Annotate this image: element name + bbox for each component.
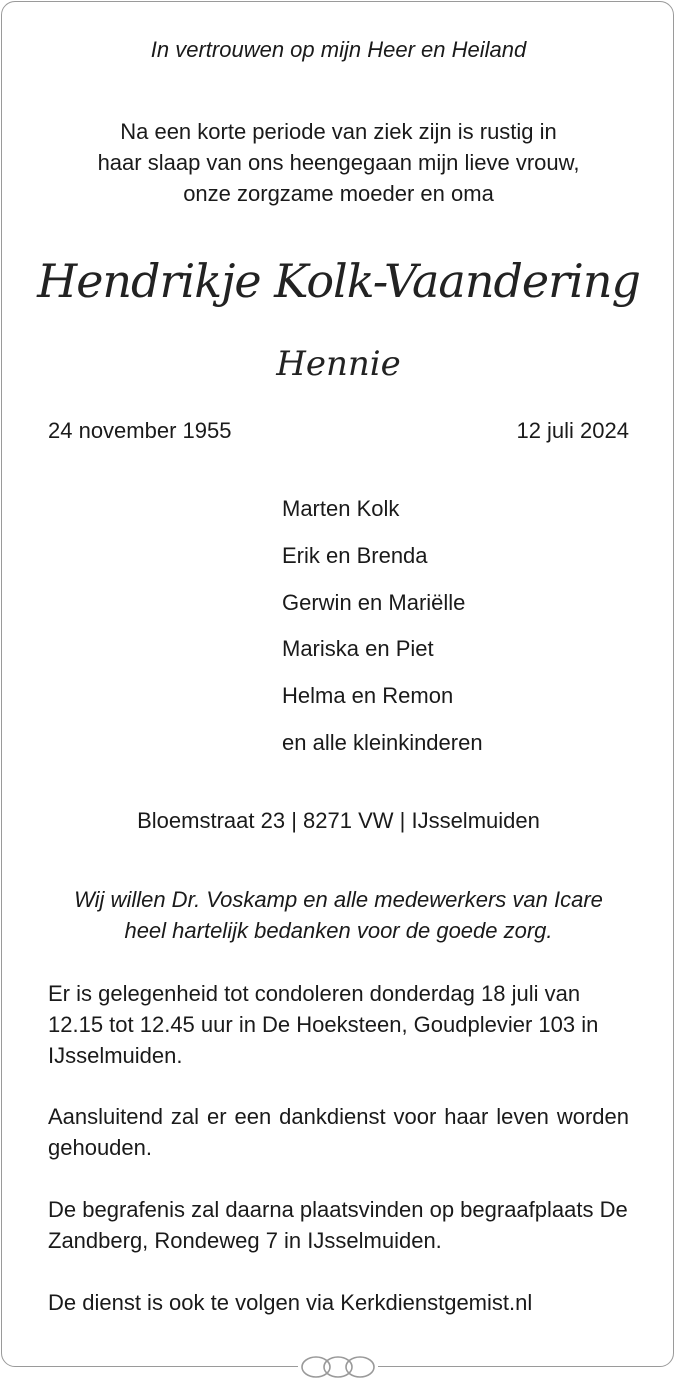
family-member: en alle kleinkinderen <box>282 729 483 755</box>
deceased-full-name: Hendrikje Kolk-Vaandering <box>37 254 640 308</box>
family-member: Marten Kolk <box>282 496 400 521</box>
address: Bloemstraat 23 | 8271 VW | IJsselmuiden <box>137 808 540 833</box>
family-member: Erik en Brenda <box>282 542 428 568</box>
announcement-line: onze zorgzame moeder en oma <box>183 181 494 206</box>
death-date: 12 juli 2024 <box>516 418 629 443</box>
motto: In vertrouwen op mijn Heer en Heiland <box>150 37 527 62</box>
announcement-line: haar slaap van ons heengegaan mijn lieve vrouw, <box>97 150 580 175</box>
condolence-info: Er is gelegenheid tot condoleren donderdag 18 juli van 12.15 tot 12.45 uur in De Hoeksteen, Goudplevier 103 in IJsselmuiden. <box>48 981 599 1068</box>
family-member: Gerwin en Mariëlle <box>282 589 466 615</box>
family-member: Helma en Remon <box>282 683 454 709</box>
birth-date: 24 november 1955 <box>48 418 232 443</box>
service-info: Aansluitend zal er een dankdienst voor haar leven worden gehouden. <box>48 1104 629 1160</box>
deceased-nickname: Hennie <box>276 344 401 384</box>
thanks-note <box>0 884 677 946</box>
stream-info: De dienst is ook te volgen via Kerkdienstgemist.nl <box>48 1290 533 1315</box>
rings-ornament-icon <box>298 1354 378 1380</box>
thanks-line: heel hartelijk bedanken voor de goede zorg. <box>124 918 553 943</box>
funeral-info: De begrafenis zal daarna plaatsvinden op begraafplaats De Zandberg, Rondeweg 7 in IJsselmuiden. <box>48 1197 628 1253</box>
announcement-text <box>0 116 677 209</box>
family-member: Mariska en Piet <box>282 636 434 662</box>
thanks-line: Wij willen Dr. Voskamp en alle medewerkers van Icare <box>74 887 603 912</box>
announcement-line: Na een korte periode van ziek zijn is rustig in <box>120 119 557 144</box>
family-list <box>282 494 483 775</box>
